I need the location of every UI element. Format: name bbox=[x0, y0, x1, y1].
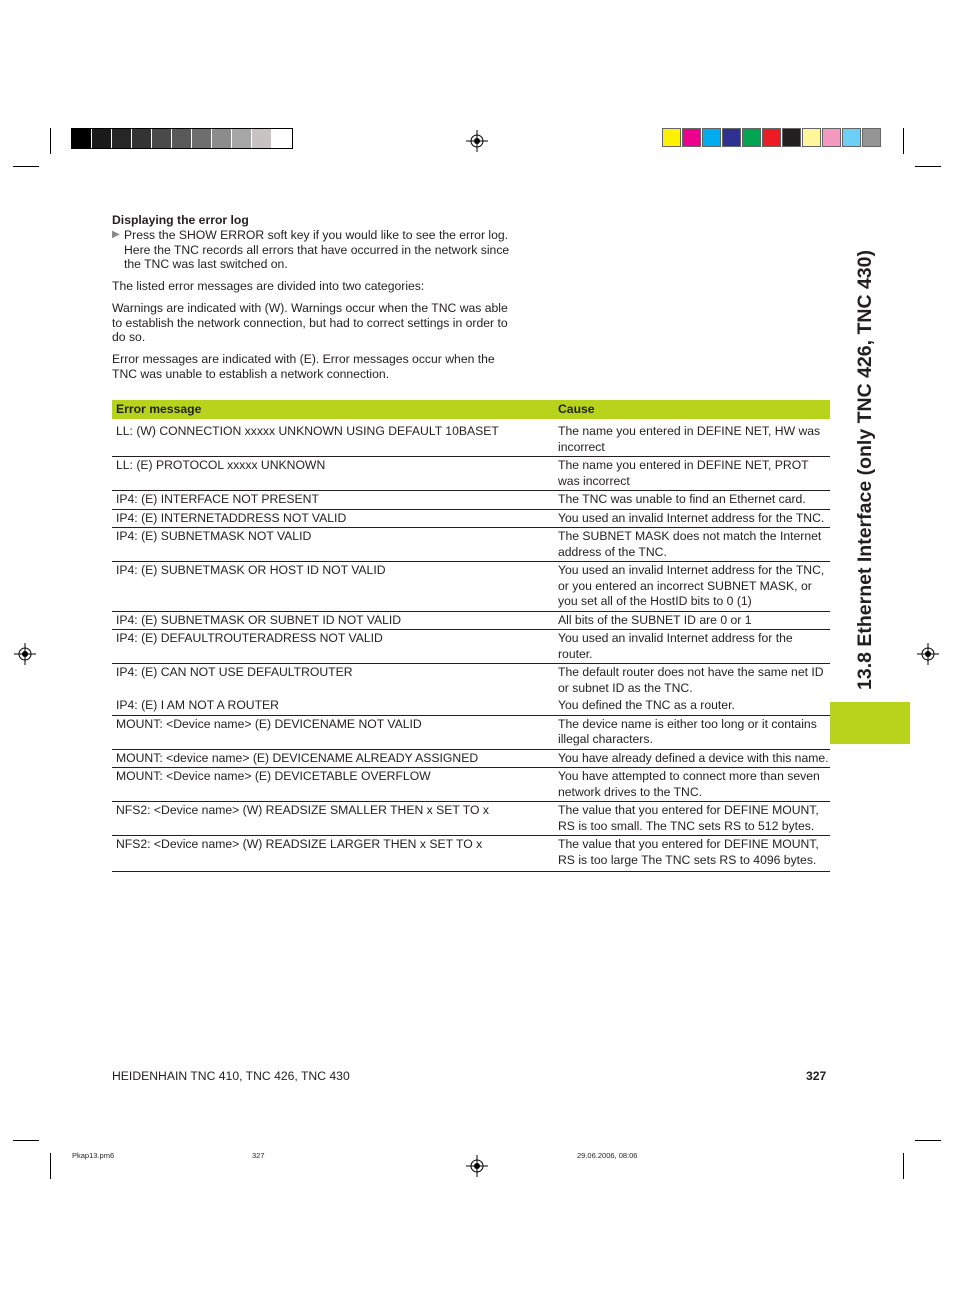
color-swatch bbox=[782, 128, 801, 147]
crop-mark bbox=[903, 128, 904, 154]
process-color-bar bbox=[662, 128, 882, 147]
crop-mark bbox=[915, 1140, 941, 1141]
error-message-cell: MOUNT: <Device name> (E) DEVICENAME NOT VALID bbox=[116, 716, 422, 731]
table-row bbox=[112, 836, 830, 872]
color-swatch bbox=[862, 128, 881, 147]
crop-mark bbox=[13, 1140, 39, 1141]
color-swatch bbox=[252, 129, 271, 148]
table-row bbox=[112, 457, 830, 491]
color-swatch bbox=[112, 129, 131, 148]
color-swatch bbox=[192, 129, 211, 148]
color-swatch bbox=[742, 128, 761, 147]
table-row bbox=[112, 562, 830, 612]
table-row bbox=[112, 802, 830, 836]
error-message-cell: MOUNT: <Device name> (E) DEVICETABLE OVERFLOW bbox=[116, 769, 431, 783]
registration-mark-icon bbox=[466, 130, 488, 152]
color-swatch bbox=[132, 129, 151, 148]
column-header-error-message: Error message bbox=[116, 401, 202, 416]
cause-cell: You used an invalid Internet address for the TNC. bbox=[558, 510, 825, 525]
slug-date: 29.06.2006, 08:06 bbox=[577, 1151, 638, 1160]
cause-cell: All bits of the SUBNET ID are 0 or 1 bbox=[558, 612, 752, 627]
cause-cell: The name you entered in DEFINE NET, PROT was incorrect bbox=[558, 458, 809, 488]
table-body bbox=[112, 419, 830, 872]
color-swatch bbox=[662, 128, 681, 147]
registration-mark-icon bbox=[917, 643, 939, 665]
color-swatch bbox=[842, 128, 861, 147]
cause-cell: You used an invalid Internet address for the router. bbox=[558, 631, 793, 661]
error-message-cell: MOUNT: <device name> (E) DEVICENAME ALREADY ASSIGNED bbox=[116, 750, 479, 765]
color-swatch bbox=[682, 128, 701, 147]
paragraph: Error messages are indicated with (E). Error messages occur when the TNC was unable to establish a network connection. bbox=[112, 352, 495, 381]
crop-mark bbox=[915, 166, 941, 167]
cause-cell: You have attempted to connect more than seven network drives to the TNC. bbox=[558, 769, 820, 799]
table-row bbox=[112, 697, 830, 716]
color-swatch bbox=[152, 129, 171, 148]
error-message-table bbox=[112, 400, 830, 872]
error-message-cell: LL: (W) CONNECTION xxxxx UNKNOWN USING DEFAULT 10BASET bbox=[116, 424, 499, 438]
table-row bbox=[112, 528, 830, 562]
cause-cell: The value that you entered for DEFINE MOUNT, RS is too small. The TNC sets RS to 512 bytes. bbox=[558, 803, 819, 833]
crop-mark bbox=[13, 166, 39, 167]
table-row bbox=[112, 716, 830, 750]
cause-cell: The value that you entered for DEFINE MOUNT, RS is too large The TNC sets RS to 4096 bytes. bbox=[558, 837, 819, 867]
slug-file: Pkap13.pm6 bbox=[72, 1151, 115, 1160]
paragraph: Warnings are indicated with (W). Warnings occur when the TNC was able to establish the network connection, but had to correct settings in order to do so. bbox=[112, 301, 508, 345]
error-message-cell: IP4: (E) CAN NOT USE DEFAULTROUTER bbox=[116, 665, 353, 679]
section-heading: Displaying the error log bbox=[112, 213, 249, 227]
color-swatch bbox=[92, 129, 111, 148]
error-message-cell: IP4: (E) SUBNETMASK NOT VALID bbox=[116, 529, 312, 543]
table-row bbox=[112, 630, 830, 664]
triangle-bullet-icon: ▶ bbox=[112, 229, 120, 240]
cause-cell: You used an invalid Internet address for the TNC, or you entered an incorrect SUBNET MASK, or you set all of the HostID bits to 0 (1) bbox=[558, 563, 825, 608]
color-swatch bbox=[822, 128, 841, 147]
cause-cell: The TNC was unable to find an Ethernet card. bbox=[558, 492, 806, 506]
table-row bbox=[112, 491, 830, 510]
color-swatch bbox=[72, 129, 91, 148]
cause-cell: The SUBNET MASK does not match the Internet address of the TNC. bbox=[558, 529, 822, 559]
color-swatch bbox=[762, 128, 781, 147]
registration-mark-icon bbox=[466, 1155, 488, 1177]
grayscale-color-bar bbox=[71, 128, 293, 149]
cause-cell: The name you entered in DEFINE NET, HW was incorrect bbox=[558, 424, 821, 454]
column-header-cause: Cause bbox=[558, 401, 595, 416]
crop-mark bbox=[50, 1153, 51, 1179]
table-row bbox=[112, 768, 830, 802]
footer-product: HEIDENHAIN TNC 410, TNC 426, TNC 430 bbox=[112, 1069, 350, 1083]
color-swatch bbox=[802, 128, 821, 147]
cause-cell: You defined the TNC as a router. bbox=[558, 698, 735, 712]
error-message-cell: IP4: (E) SUBNETMASK OR SUBNET ID NOT VALID bbox=[116, 612, 402, 627]
error-message-cell: IP4: (E) INTERFACE NOT PRESENT bbox=[116, 492, 319, 506]
table-row bbox=[112, 510, 830, 529]
error-message-cell: IP4: (E) I AM NOT A ROUTER bbox=[116, 698, 279, 712]
color-swatch bbox=[232, 129, 251, 148]
table-header bbox=[112, 400, 830, 419]
error-message-cell: NFS2: <Device name> (W) READSIZE LARGER THEN x SET TO x bbox=[116, 837, 483, 851]
error-message-cell: NFS2: <Device name> (W) READSIZE SMALLER THEN x SET TO x bbox=[116, 803, 489, 817]
page-number: 327 bbox=[806, 1069, 827, 1083]
table-row bbox=[112, 750, 830, 769]
color-swatch bbox=[212, 129, 231, 148]
registration-mark-icon bbox=[14, 643, 36, 665]
error-message-cell: IP4: (E) INTERNETADDRESS NOT VALID bbox=[116, 510, 347, 525]
color-swatch bbox=[272, 129, 291, 148]
cause-cell: The default router does not have the same net ID or subnet ID as the TNC. bbox=[558, 665, 824, 695]
table-row bbox=[112, 612, 830, 631]
color-swatch bbox=[172, 129, 191, 148]
color-swatch bbox=[702, 128, 721, 147]
crop-mark bbox=[50, 128, 51, 154]
table-row bbox=[112, 664, 830, 697]
table-row bbox=[112, 419, 830, 457]
chapter-title: 13.8 Ethernet Interface (only TNC 426, TNC 430) bbox=[854, 250, 876, 690]
bullet-text: Press the SHOW ERROR soft key if you would like to see the error log. Here the TNC records all errors that have occurred in the network since the TNC was last switched on. bbox=[124, 228, 510, 272]
chapter-tab bbox=[830, 702, 910, 744]
error-message-cell: IP4: (E) SUBNETMASK OR HOST ID NOT VALID bbox=[116, 563, 386, 577]
error-message-cell: IP4: (E) DEFAULTROUTERADRESS NOT VALID bbox=[116, 631, 383, 645]
paragraph: The listed error messages are divided into two categories: bbox=[112, 279, 425, 293]
slug-page: 327 bbox=[252, 1151, 265, 1160]
crop-mark bbox=[903, 1153, 904, 1179]
error-message-cell: LL: (E) PROTOCOL xxxxx UNKNOWN bbox=[116, 458, 326, 472]
cause-cell: You have already defined a device with this name. bbox=[558, 750, 829, 765]
bullet-item bbox=[112, 228, 512, 272]
color-swatch bbox=[722, 128, 741, 147]
cause-cell: The device name is either too long or it contains illegal characters. bbox=[558, 716, 817, 746]
